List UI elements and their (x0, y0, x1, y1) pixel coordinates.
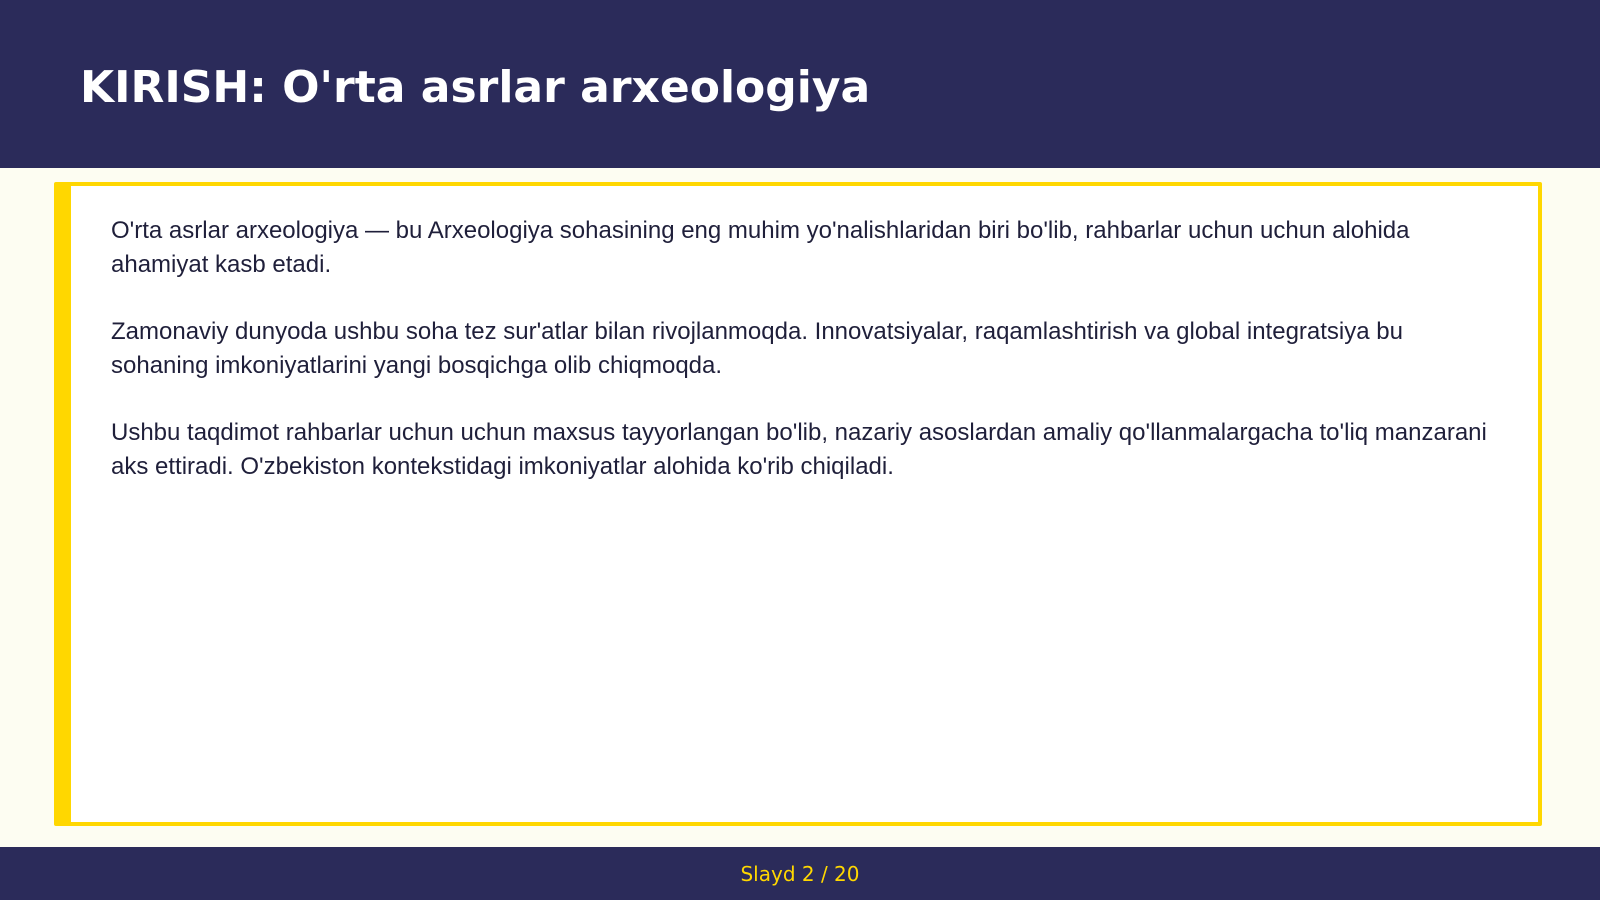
slide-title: KIRISH: O'rta asrlar arxeologiya (80, 62, 871, 113)
presentation-purpose-paragraph: Ushbu taqdimot rahbarlar uchun uchun maxsus tayyorlangan bo'lib, nazariy asoslardan amaliy qo'llanmalargacha to'liq manzarani aks ettiradi. O'zbekiston kontekstidagi imkoniyatlar alohida ko'rib chiqiladi. (111, 419, 1487, 480)
slide-header (0, 0, 1600, 168)
slide-counter: Slayd 2 / 20 (740, 862, 860, 886)
intro-paragraph: O'rta asrlar arxeologiya — bu Arxeologiya sohasining eng muhim yo'nalishlaridan biri bo'lib, rahbarlar uchun uchun alohida ahamiyat kasb etadi. (111, 217, 1410, 278)
content-card (54, 182, 1542, 826)
slide-footer (0, 847, 1600, 900)
modern-world-paragraph: Zamonaviy dunyoda ushbu soha tez sur'atlar bilan rivojlanmoqda. Innovatsiyalar, raqamlashtirish va global integratsiya bu sohaning imkoniyatlarini yangi bosqichga olib chiqmoqda. (111, 318, 1403, 379)
card-text-body (111, 214, 1499, 517)
